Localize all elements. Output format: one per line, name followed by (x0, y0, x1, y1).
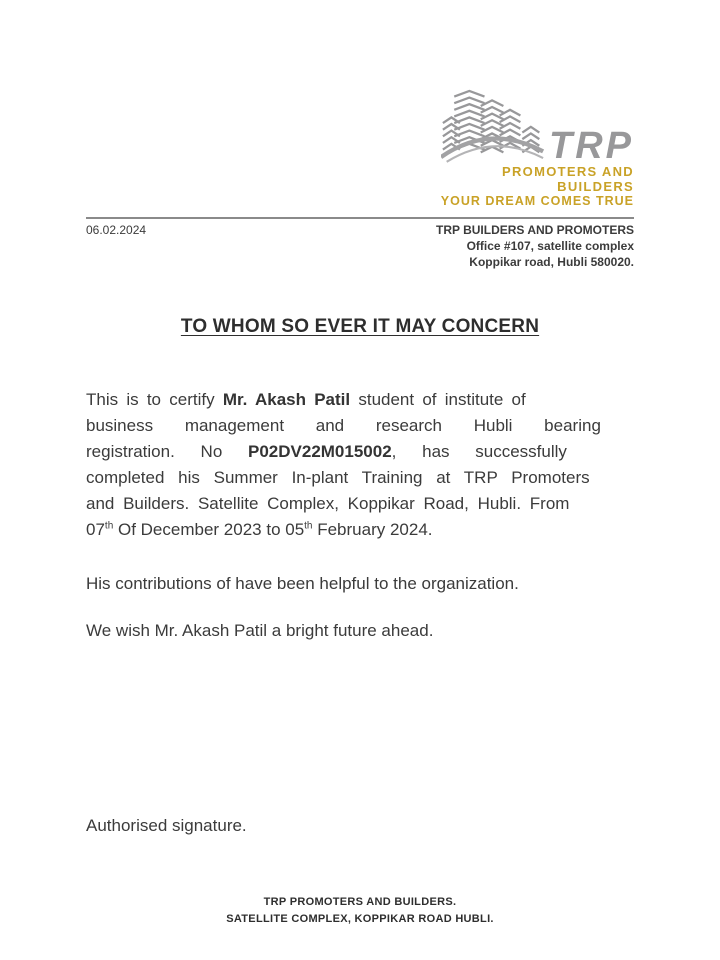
end-day-ordinal: th (304, 520, 313, 532)
divider-line (86, 217, 634, 219)
contributions-sentence: His contributions of have been helpful to the organization. (86, 574, 519, 593)
registration-number: P02DV22M015002 (248, 442, 392, 461)
paragraph-line-2: business management and research Hubli bearing (86, 416, 601, 435)
line1-post: student of institute of (350, 390, 526, 409)
logo-brand-text: TRP (549, 124, 634, 167)
paragraph-line-3 (86, 439, 634, 465)
letter-title: TO WHOM SO EVER IT MAY CONCERN (180, 316, 540, 337)
line3-post: , has successfully (391, 442, 567, 461)
paragraph-line-5: and Builders. Satellite Complex, Koppikar Road, Hubli. From (86, 494, 570, 513)
student-name: Mr. Akash Patil (222, 390, 351, 409)
line3-pre: registration. No (86, 442, 248, 461)
letter-footer (86, 894, 634, 928)
logo-promoters-line: PROMOTERS AND (502, 164, 634, 179)
paragraph-line-1 (86, 387, 634, 413)
wishes-sentence: We wish Mr. Akash Patil a bright future ahead. (86, 621, 434, 640)
letterhead-row (86, 222, 634, 270)
line6-mid: Of December 2023 to 05 (113, 520, 305, 539)
address-line-3: Koppikar road, Hubli 580020. (469, 255, 634, 269)
logo-top (441, 84, 634, 167)
buildings-svg (441, 84, 545, 164)
line1-pre: This is to certify (86, 390, 223, 409)
logo-tagline: YOUR DREAM COMES TRUE (440, 194, 634, 208)
line6-end: February 2024. (312, 520, 433, 539)
start-day-ordinal: th (104, 520, 114, 532)
paragraph-line-6 (86, 517, 634, 543)
paragraph-line-4: completed his Summer In-plant Training at TRP Promoters (86, 468, 590, 487)
footer-line-2: SATELLITE COMPLEX, KOPPIKAR ROAD HUBLI. (226, 913, 494, 925)
authorised-signature-label: Authorised signature. (86, 816, 247, 835)
address-line-1: TRP BUILDERS AND PROMOTERS (435, 223, 634, 237)
footer-line-1: TRP PROMOTERS AND BUILDERS. (263, 896, 457, 908)
start-day: 07 (86, 520, 105, 539)
address-line-2: Office #107, satellite complex (466, 239, 634, 253)
logo-builders-line: BUILDERS (557, 179, 634, 194)
company-address (436, 222, 634, 270)
letter-date: 06.02.2024 (86, 223, 147, 237)
buildings-icon (441, 84, 545, 164)
certificate-paragraph (86, 387, 634, 543)
company-logo (86, 84, 634, 209)
